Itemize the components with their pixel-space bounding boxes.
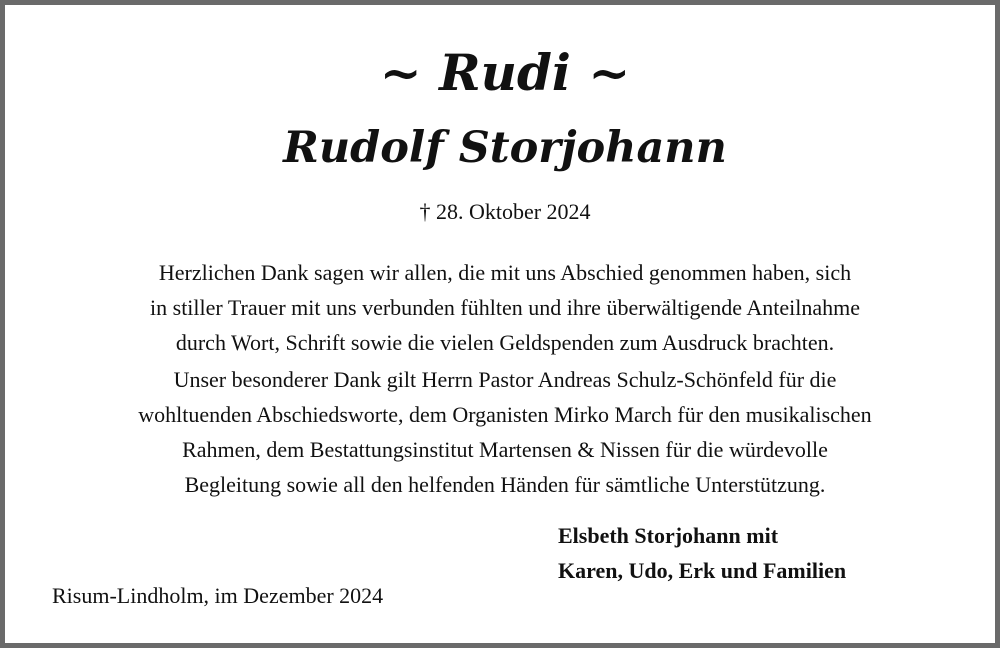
thanks-paragraph-line: Herzlichen Dank sagen wir allen, die mit uns Abschied genommen haben, sich — [158, 260, 852, 285]
special-thanks-paragraph — [5, 362, 1000, 502]
thanks-paragraph-line: durch Wort, Schrift sowie die vielen Geldspenden zum Ausdruck brachten. — [175, 330, 835, 355]
place-and-date: Risum-Lindholm, im Dezember 2024 — [52, 583, 384, 608]
full-name-heading: Rudolf Storjohann — [283, 123, 727, 173]
signature-line: Elsbeth Storjohann mit — [558, 523, 779, 548]
family-signature — [558, 518, 846, 588]
thanks-paragraph — [5, 255, 1000, 360]
special-thanks-line: Rahmen, dem Bestattungsinstitut Martensen & Nissen für die würdevolle — [182, 437, 828, 462]
special-thanks-line: Begleitung sowie all den helfenden Händen für sämtliche Unterstützung. — [184, 472, 826, 497]
special-thanks-line: Unser besonderer Dank gilt Herrn Pastor Andreas Schulz-Schönfeld für die — [173, 367, 837, 392]
signature-line: Karen, Udo, Erk und Familien — [558, 558, 847, 583]
nickname-heading: ~ Rudi ~ — [379, 43, 631, 102]
thanks-paragraph-line: in stiller Trauer mit uns verbunden fühlten und ihre überwältigende Anteilnahme — [150, 295, 860, 320]
death-date: † 28. Oktober 2024 — [419, 199, 591, 224]
special-thanks-line: wohltuenden Abschiedsworte, dem Organisten Mirko March für den musikalischen — [138, 402, 872, 427]
